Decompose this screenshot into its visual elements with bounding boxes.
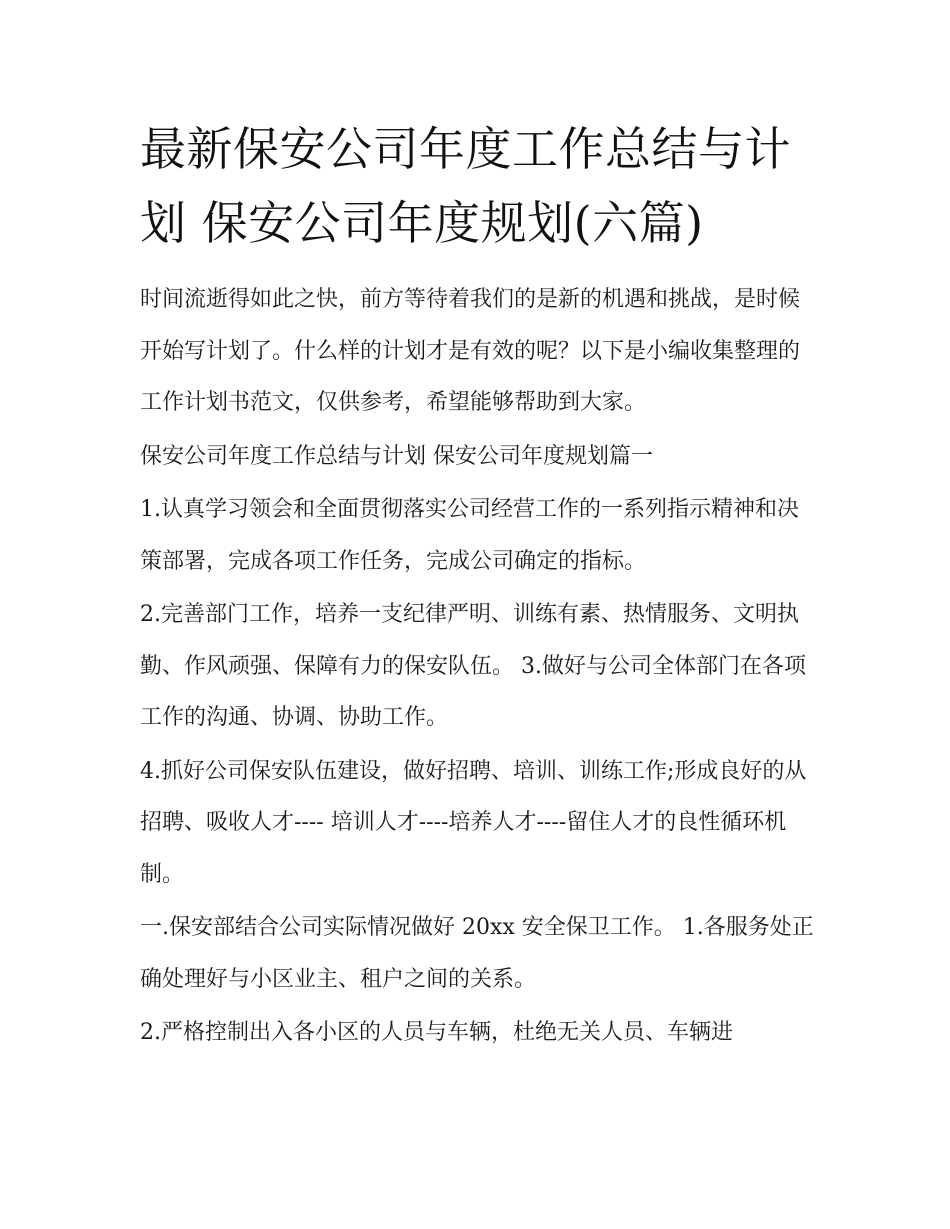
document-page <box>140 112 815 1061</box>
intro-paragraph: 时间流逝得如此之快，前方等待着我们的是新的机遇和挑战，是时候开始写计划了。什么样的计划才是有效的呢？以下是小编收集整理的工作计划书范文，仅供参考，希望能够帮助到大家。 <box>140 287 801 415</box>
list-item: 2.严格控制出入各小区的人员与车辆，杜绝无关人员、车辆进 <box>140 1020 733 1045</box>
document-title: 最新保安公司年度工作总结与计划 保安公司年度规划(六篇) <box>140 122 791 250</box>
list-item: 1.认真学习领会和全面贯彻落实公司经营工作的一系列指示精神和决策部署，完成各项工作任务，完成公司确定的指标。 <box>140 497 799 574</box>
list-item: 4.抓好公司保安队伍建设，做好招聘、培训、训练工作;形成良好的从招聘、吸收人才---- 培训人才----培养人才----留住人才的良性循环机制。 <box>140 758 807 887</box>
section-heading: 保安公司年度工作总结与计划 保安公司年度规划篇一 <box>140 443 653 469</box>
list-item: 一.保安部结合公司实际情况做好 20xx 安全保卫工作。 1.各服务处正确处理好与小区业主、租户之间的关系。 <box>140 915 814 992</box>
list-item: 2.完善部门工作，培养一支纪律严明、训练有素、热情服务、文明执勤、作风顽强、保障有力的保安队伍。 3.做好与公司全体部门在各项工作的沟通、协调、协助工作。 <box>140 602 806 730</box>
document-body <box>140 274 815 1059</box>
